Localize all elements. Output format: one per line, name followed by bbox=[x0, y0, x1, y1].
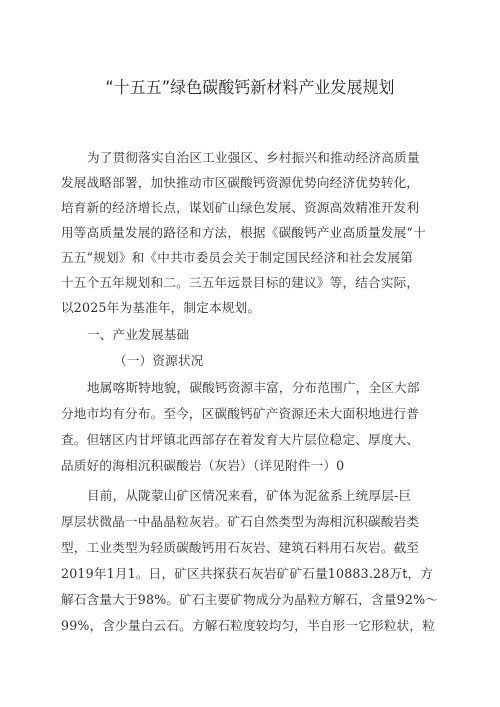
paragraph-line: 五五”规划》和《中共市委员会关于制定国民经济和社会发展第 bbox=[61, 250, 414, 265]
section-heading: 一、产业发展基础 bbox=[87, 327, 190, 342]
paragraph-line: 厚层状微晶一中晶晶粒灰岩。矿石自然类型为海相沉积碳酸岩类 bbox=[61, 514, 420, 529]
paragraph-line: 查。但辖区内甘坪镇北西部存在着发育大片层位稳定、厚度大、 bbox=[61, 432, 420, 447]
paragraph-line: 型，工业类型为轻质碳酸钙用石灰岩、建筑石料用石灰岩。截至 bbox=[61, 540, 420, 555]
paragraph-line: 解石含量大于98%。矿石主要矿物成分为晶粒方解石，含量92%〜 bbox=[61, 592, 439, 607]
paragraph-line: 分地市均有分布。至今，区碳酸钙矿产资源还未大面积地进行普 bbox=[61, 406, 420, 421]
paragraph-line: 为了贯彻落实自治区工业强区、乡村振兴和推动经济高质量 bbox=[87, 150, 420, 165]
paragraph-line: 十五个五年规划和二。三五年远景目标的建议》等，结合实际， bbox=[61, 275, 420, 290]
paragraph-line: 目前，从陇蒙山矿区情况来看，矿体为泥盆系上统厚层-巨 bbox=[87, 488, 412, 503]
paragraph-line: 2019年1月1。日，矿区共探获石灰岩矿矿石量10883.28万t，方 bbox=[61, 566, 434, 581]
paragraph-line: 品质好的海相沉积碳酸岩（灰岩）（详见附件一）0 bbox=[61, 458, 345, 473]
paragraph-line: 地属喀斯特地貌，碳酸钙资源丰富，分布范围广，全区大部 bbox=[87, 380, 420, 395]
paragraph-line: 发展战略部署，加快推动市区碳酸钙资源优势向经济优势转化， bbox=[61, 175, 420, 190]
paragraph-line: 培育新的经济增长点，谋划矿山绿色发展、资源高效精准开发利 bbox=[61, 200, 420, 215]
paragraph-line: 99%，含少量白云石。方解石粒度较均匀，半自形一它形粒状，粒 bbox=[61, 618, 436, 633]
paragraph-line: 用等高质量发展的路径和方法，根据《碳酸钙产业高质量发展“十 bbox=[61, 225, 426, 240]
subsection-heading: （一）资源状况 bbox=[114, 353, 204, 368]
paragraph-line: 以2025年为基准年，制定本规划。 bbox=[61, 300, 261, 315]
document-title: “十五五”绿色碳酸钙新材料产业发展规划 bbox=[105, 78, 395, 97]
